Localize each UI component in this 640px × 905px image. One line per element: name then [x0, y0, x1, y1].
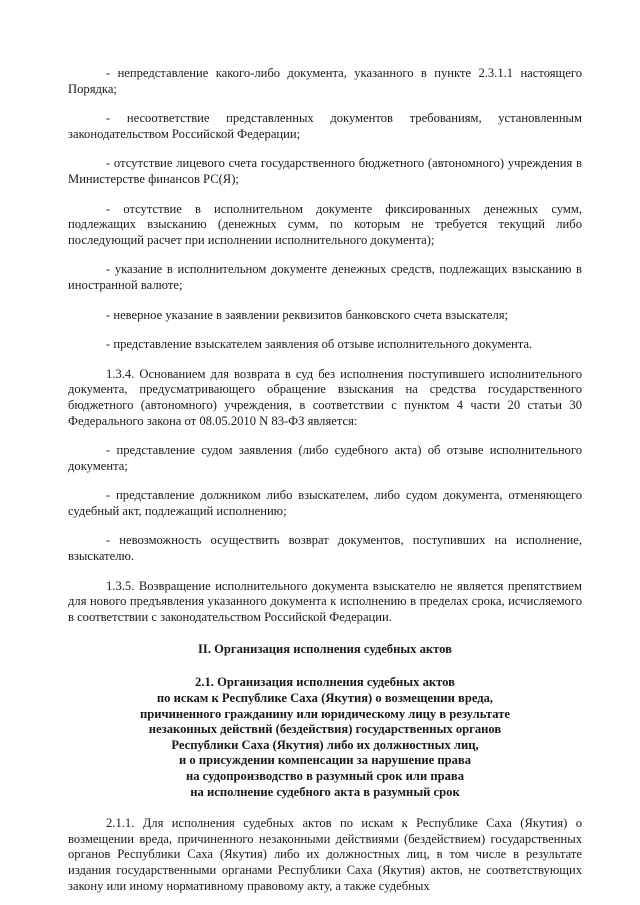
- list-item: - представление должником либо взыскателем, либо судом документа, отменяющего судебный акт, подлежащий исполнению;: [68, 488, 582, 518]
- subsection-heading-line: причиненного гражданину или юридическому лицу в результате: [140, 706, 510, 721]
- subsection-heading-line: Республики Саха (Якутия) либо их должностных лиц,: [171, 737, 479, 752]
- clause-paragraph: 1.3.4. Основанием для возврата в суд без исполнения поступившего исполнительного документа, предусматривающего обращение взыскания на средства государственного бюджетного (автономного) учреждения, в соответствии с пунктом 4 части 20 статьи 30 Федерального закона от 08.05.2010 N 83-ФЗ является:: [68, 366, 582, 428]
- paragraph-group-b: [68, 367, 582, 626]
- list-item: - неверное указание в заявлении реквизитов банковского счета взыскателя;: [106, 307, 509, 322]
- subsection-heading-line: на исполнение судебного акта в разумный срок: [190, 784, 460, 799]
- list-item: - представление взыскателем заявления об отзыве исполнительного документа.: [106, 337, 533, 352]
- clause-paragraph: 2.1.1. Для исполнения судебных актов по искам к Республике Саха (Якутия) о возмещении вреда, причиненного незаконными действиями (бездействием) государственных органов Республики Саха (Якутия) либо их должностных лиц, в том числе в результате издания государственными органами Республики Саха (Якутия) актов, не соответствующих закону или иному нормативному правовому акту, а также судебных: [68, 816, 582, 893]
- list-item: - представление судом заявления (либо судебного акта) об отзыве исполнительного документа;: [68, 443, 582, 473]
- subsection-heading-line: и о присуждении компенсации за нарушение права: [178, 753, 472, 768]
- subsection-heading-line: на судопроизводство в разумный срок или права: [185, 769, 465, 783]
- subsection-heading-line: 2.1. Организация исполнения судебных актов: [195, 675, 455, 690]
- paragraph-group-a: [68, 66, 582, 353]
- list-item: - отсутствие лицевого счета государственного бюджетного (автономного) учреждения в Министерстве финансов РС(Я);: [68, 156, 582, 186]
- list-item: - указание в исполнительном документе денежных средств, подлежащих взысканию в иностранной валюте;: [68, 262, 582, 292]
- section-heading: II. Организация исполнения судебных актов: [198, 642, 452, 657]
- list-item: - непредставление какого-либо документа, указанного в пункте 2.3.1.1 настоящего Порядка;: [68, 66, 582, 96]
- list-item: - отсутствие в исполнительном документе фиксированных денежных сумм, подлежащих взысканию (денежных сумм, по которым не требуется текущий либо последующий расчет при исполнении исполнительного документа);: [68, 201, 582, 247]
- clause-paragraph: 1.3.5. Возвращение исполнительного документа взыскателю не является препятствием для нового предъявления указанного документа к исполнению в пределах срока, исчисляемого в соответствии с законодательством Российской Федерации.: [68, 578, 582, 624]
- list-item: - несоответствие представленных документов требованиям, установленным законодательством Российской Федерации;: [68, 111, 582, 141]
- list-item: - невозможность осуществить возврат документов, поступивших на исполнение, взыскателю.: [68, 533, 582, 564]
- subsection-heading-line: по искам к Республике Саха (Якутия) о возмещении вреда,: [156, 691, 494, 706]
- subsection-heading-line: незаконных действий (бездействия) государственных органов: [148, 722, 502, 737]
- subsection-heading: [68, 675, 582, 800]
